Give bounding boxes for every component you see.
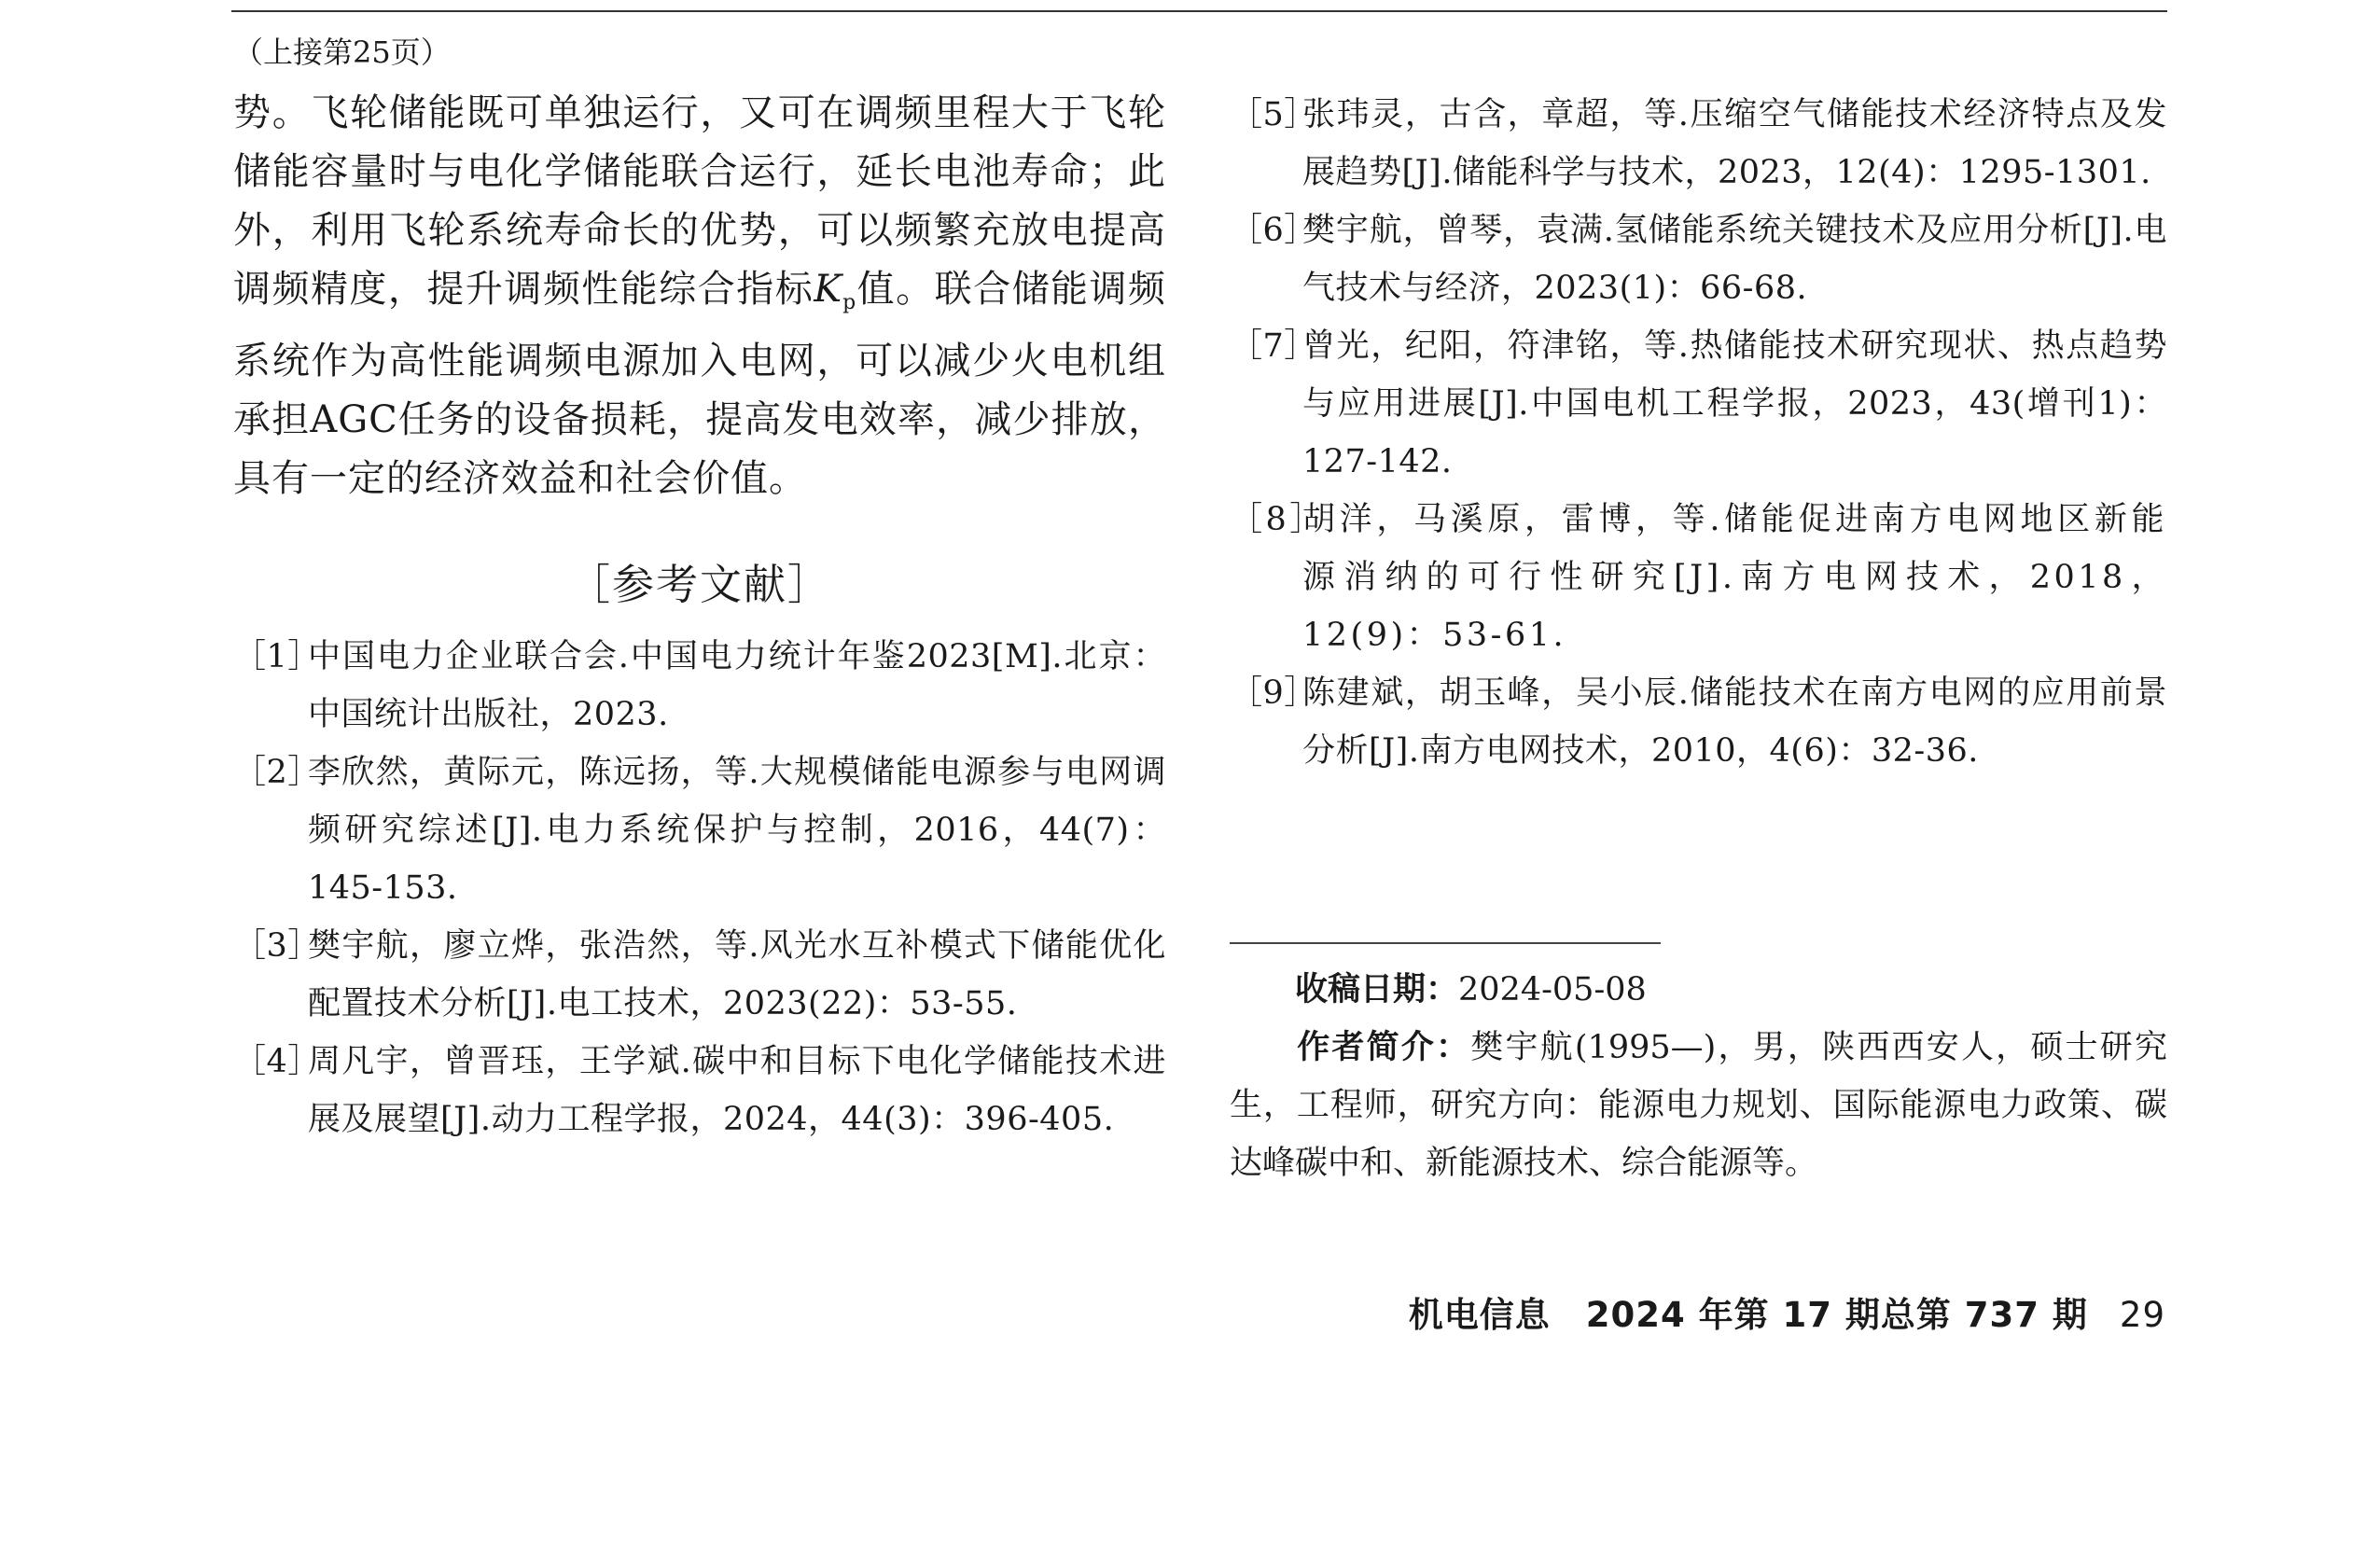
reference-item (1230, 86, 2167, 202)
reference-item (233, 744, 1166, 917)
reference-item (1230, 491, 2167, 664)
body-text-before: 势。飞轮储能既可单独运行，又可在调频里程大于飞轮储能容量时与电化学储能联合运行，延长电池寿命；此外，利用飞轮系统寿命长的优势，可以频繁充放电提高调频精度，提升调频性能综合指标 (233, 91, 1166, 311)
reference-item (1230, 317, 2167, 491)
kp-subscript: p (842, 291, 857, 314)
reference-text: 胡洋，马溪原，雷博，等.储能促进南方电网地区新能源消纳的可行性研究[J].南方电网技术，2018，12(9)：53-61. (1302, 501, 2167, 654)
journal-name: 机电信息 (1408, 1295, 1551, 1335)
kp-symbol: K (814, 268, 843, 311)
reference-number: ［5］ (1230, 96, 1317, 133)
top-rule (231, 10, 2167, 12)
body-text-after: 值。联合储能调频系统作为高性能调频电源加入电网，可以减少火电机组承担AGC任务的设备损耗，提高发电效率，减少排放，具有一定的经济效益和社会价值。 (233, 268, 1167, 500)
reference-number: ［2］ (233, 754, 321, 791)
reference-number: ［9］ (1230, 674, 1317, 712)
references-heading: ［参考文献］ (567, 560, 831, 609)
continued-note: （上接第25页） (233, 35, 451, 70)
reference-item (233, 1033, 1166, 1148)
reference-number: ［7］ (1230, 327, 1317, 365)
article-meta (1230, 961, 2167, 1192)
reference-text: 张玮灵，古含，章超，等.压缩空气储能技术经济特点及发展趋势[J].储能科学与技术，2023，12(4)：1295-1301. (1302, 96, 2167, 191)
received-label: 收稿日期： (1295, 971, 1459, 1008)
page-number: 29 (2119, 1295, 2165, 1335)
reference-text: 周凡宇，曾晋珏，王学斌.碳中和目标下电化学储能技术进展及展望[J].动力工程学报，2024，44(3)：396-405. (308, 1043, 1166, 1138)
received-value: 2024-05-08 (1458, 971, 1647, 1008)
reference-item (1230, 664, 2167, 780)
author-bio (1230, 1019, 2167, 1192)
reference-number: ［3］ (233, 927, 321, 965)
author-label: 作者简介： (1295, 1029, 1471, 1066)
reference-text: 陈建斌，胡玉峰，吴小辰.储能技术在南方电网的应用前景分析[J].南方电网技术，2010，4(6)：32-36. (1302, 674, 2167, 770)
reference-text: 李欣然，黄际元，陈远扬，等.大规模储能电源参与电网调频研究综述[J].电力系统保护与控制，2016，44(7)：145-153. (308, 754, 1166, 907)
right-column (1230, 86, 2167, 780)
author-value: 樊宇航(1995—)，男，陕西西安人，硕士研究生，工程师，研究方向：能源电力规划、国际能源电力政策、碳达峰碳中和、新能源技术、综合能源等。 (1230, 1029, 2167, 1182)
reference-text: 中国电力企业联合会.中国电力统计年鉴2023[M].北京：中国统计出版社，2023. (308, 638, 1166, 733)
reference-item (1230, 202, 2167, 317)
reference-text: 曾光，纪阳，符津铭，等.热储能技术研究现状、热点趋势与应用进展[J].中国电机工程学报，2023，43(增刊1)：127-142. (1302, 327, 2167, 480)
left-column (233, 84, 1166, 1148)
reference-text: 樊宇航，曾琴，袁满.氢储能系统关键技术及应用分析[J].电气技术与经济，2023(1)：66-68. (1302, 212, 2167, 307)
reference-text: 樊宇航，廖立烨，张浩然，等.风光水互补模式下储能优化配置技术分析[J].电工技术，2023(22)：53-55. (308, 927, 1166, 1022)
issue-info: 2024 年第 17 期总第 737 期 (1585, 1295, 2088, 1335)
reference-item (233, 917, 1166, 1033)
page-footer (1409, 1289, 2165, 1341)
footnote-divider (1230, 942, 1661, 944)
received-date (1230, 961, 2167, 1019)
reference-number: ［6］ (1230, 212, 1317, 249)
reference-number: ［1］ (233, 638, 321, 675)
reference-number: ［4］ (233, 1043, 321, 1080)
reference-item (233, 628, 1166, 744)
reference-number: ［8］ (1230, 501, 1326, 538)
body-paragraph (233, 84, 1166, 508)
